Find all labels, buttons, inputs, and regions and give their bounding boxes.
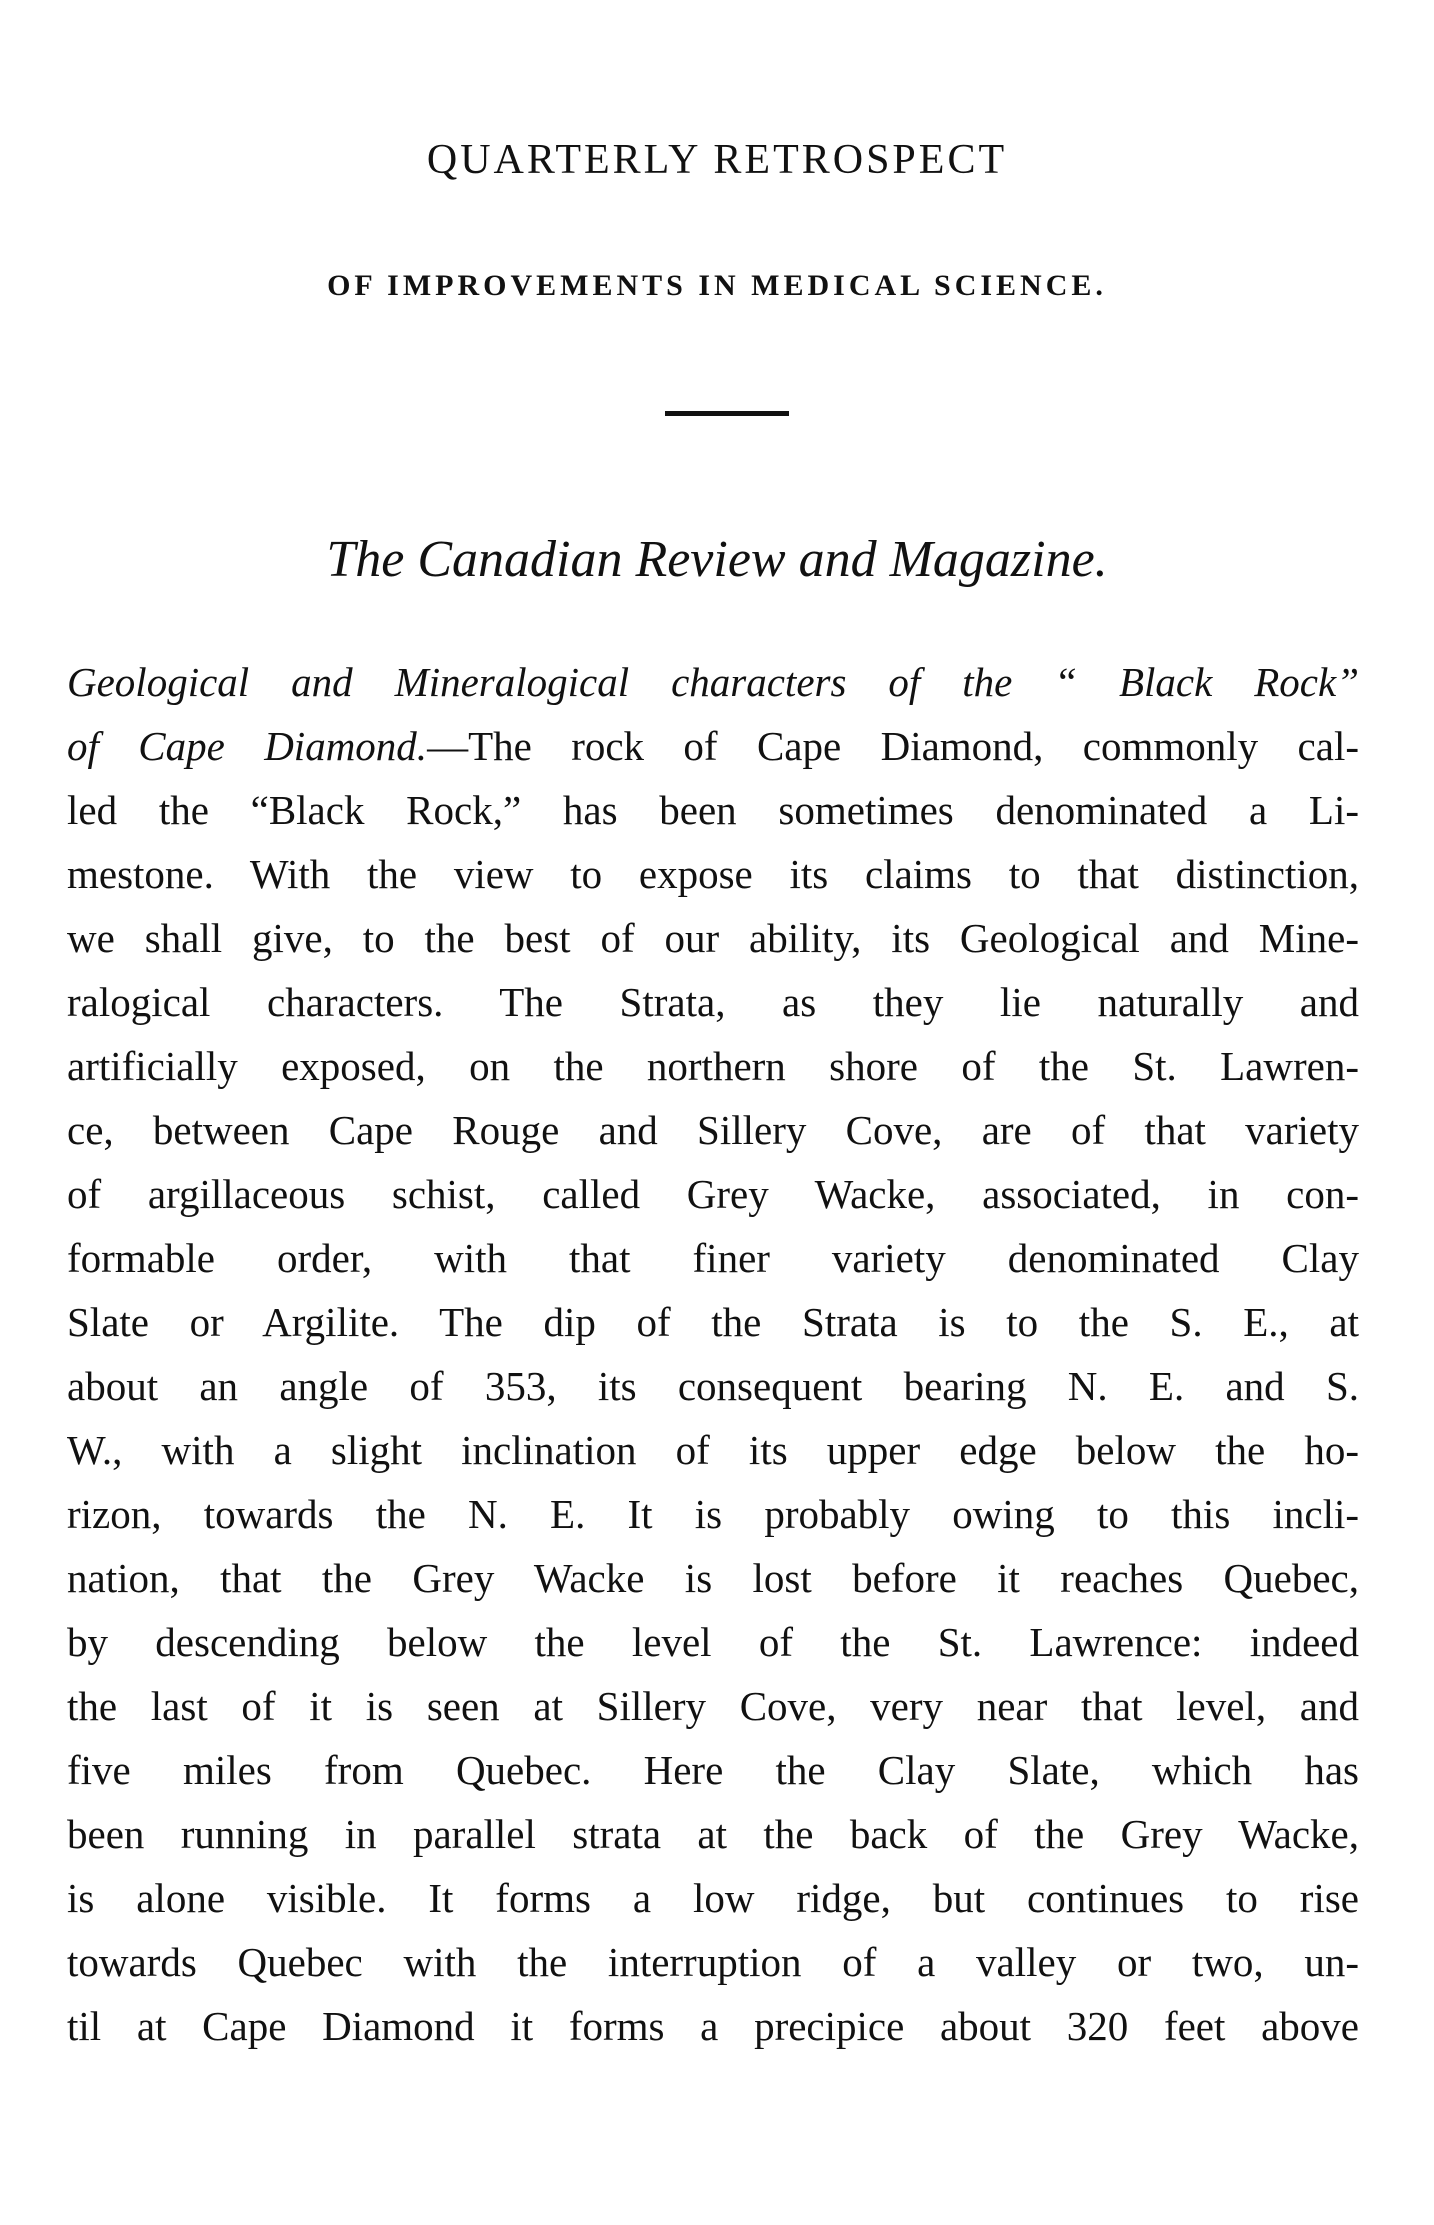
text-line: Slate or Argilite. The dip of the Strata is to the S. E., at (67, 1299, 1359, 1345)
text-line: about an angle of 353, its consequent bearing N. E. and S. (67, 1363, 1359, 1409)
text-line: formable order, with that finer variety denominated Clay (67, 1235, 1359, 1281)
article-lead-title-end: of Cape Diamond. (67, 723, 428, 769)
text-line: ce, between Cape Rouge and Sillery Cove, are of that variety (67, 1107, 1359, 1153)
text-line (67, 714, 1359, 778)
article-body (67, 650, 1359, 2058)
text-line: nation, that the Grey Wacke is lost before it reaches Quebec, (67, 1555, 1359, 1601)
text-line: been running in parallel strata at the back of the Grey Wacke, (67, 1811, 1359, 1857)
text-line-content: —The rock of Cape Diamond, commonly cal- (427, 723, 1359, 769)
text-line: we shall give, to the best of our ability, its Geological and Mine- (67, 915, 1359, 961)
text-line: is alone visible. It forms a low ridge, but continues to rise (67, 1875, 1359, 1921)
section-heading: The Canadian Review and Magazine. (326, 531, 1108, 588)
text-line: towards Quebec with the interruption of a valley or two, un- (67, 1939, 1359, 1985)
text-line: ralogical characters. The Strata, as they lie naturally and (67, 979, 1359, 1025)
journal-subtitle: OF IMPROVEMENTS IN MEDICAL SCIENCE. (327, 269, 1107, 302)
text-line: W., with a slight inclination of its upper edge below the ho- (67, 1427, 1359, 1473)
text-line: by descending below the level of the St. Lawrence: indeed (67, 1619, 1359, 1665)
text-line: artificially exposed, on the northern shore of the St. Lawren- (67, 1043, 1359, 1089)
text-line: mestone. With the view to expose its claims to that distinction, (67, 851, 1359, 897)
text-line: led the “Black Rock,” has been sometimes denominated a Li- (67, 787, 1359, 833)
text-line: the last of it is seen at Sillery Cove, very near that level, and (67, 1683, 1359, 1729)
journal-title: QUARTERLY RETROSPECT (426, 137, 1008, 183)
section-divider (665, 411, 789, 416)
text-line: rizon, towards the N. E. It is probably owing to this incli- (67, 1491, 1359, 1537)
text-line: five miles from Quebec. Here the Clay Slate, which has (67, 1747, 1359, 1793)
text-line: of argillaceous schist, called Grey Wacke, associated, in con- (67, 1171, 1359, 1217)
article-lead-title: Geological and Mineralogical characters of the “ Black Rock” (67, 659, 1359, 705)
text-line: til at Cape Diamond it forms a precipice about 320 feet above (67, 2003, 1359, 2049)
